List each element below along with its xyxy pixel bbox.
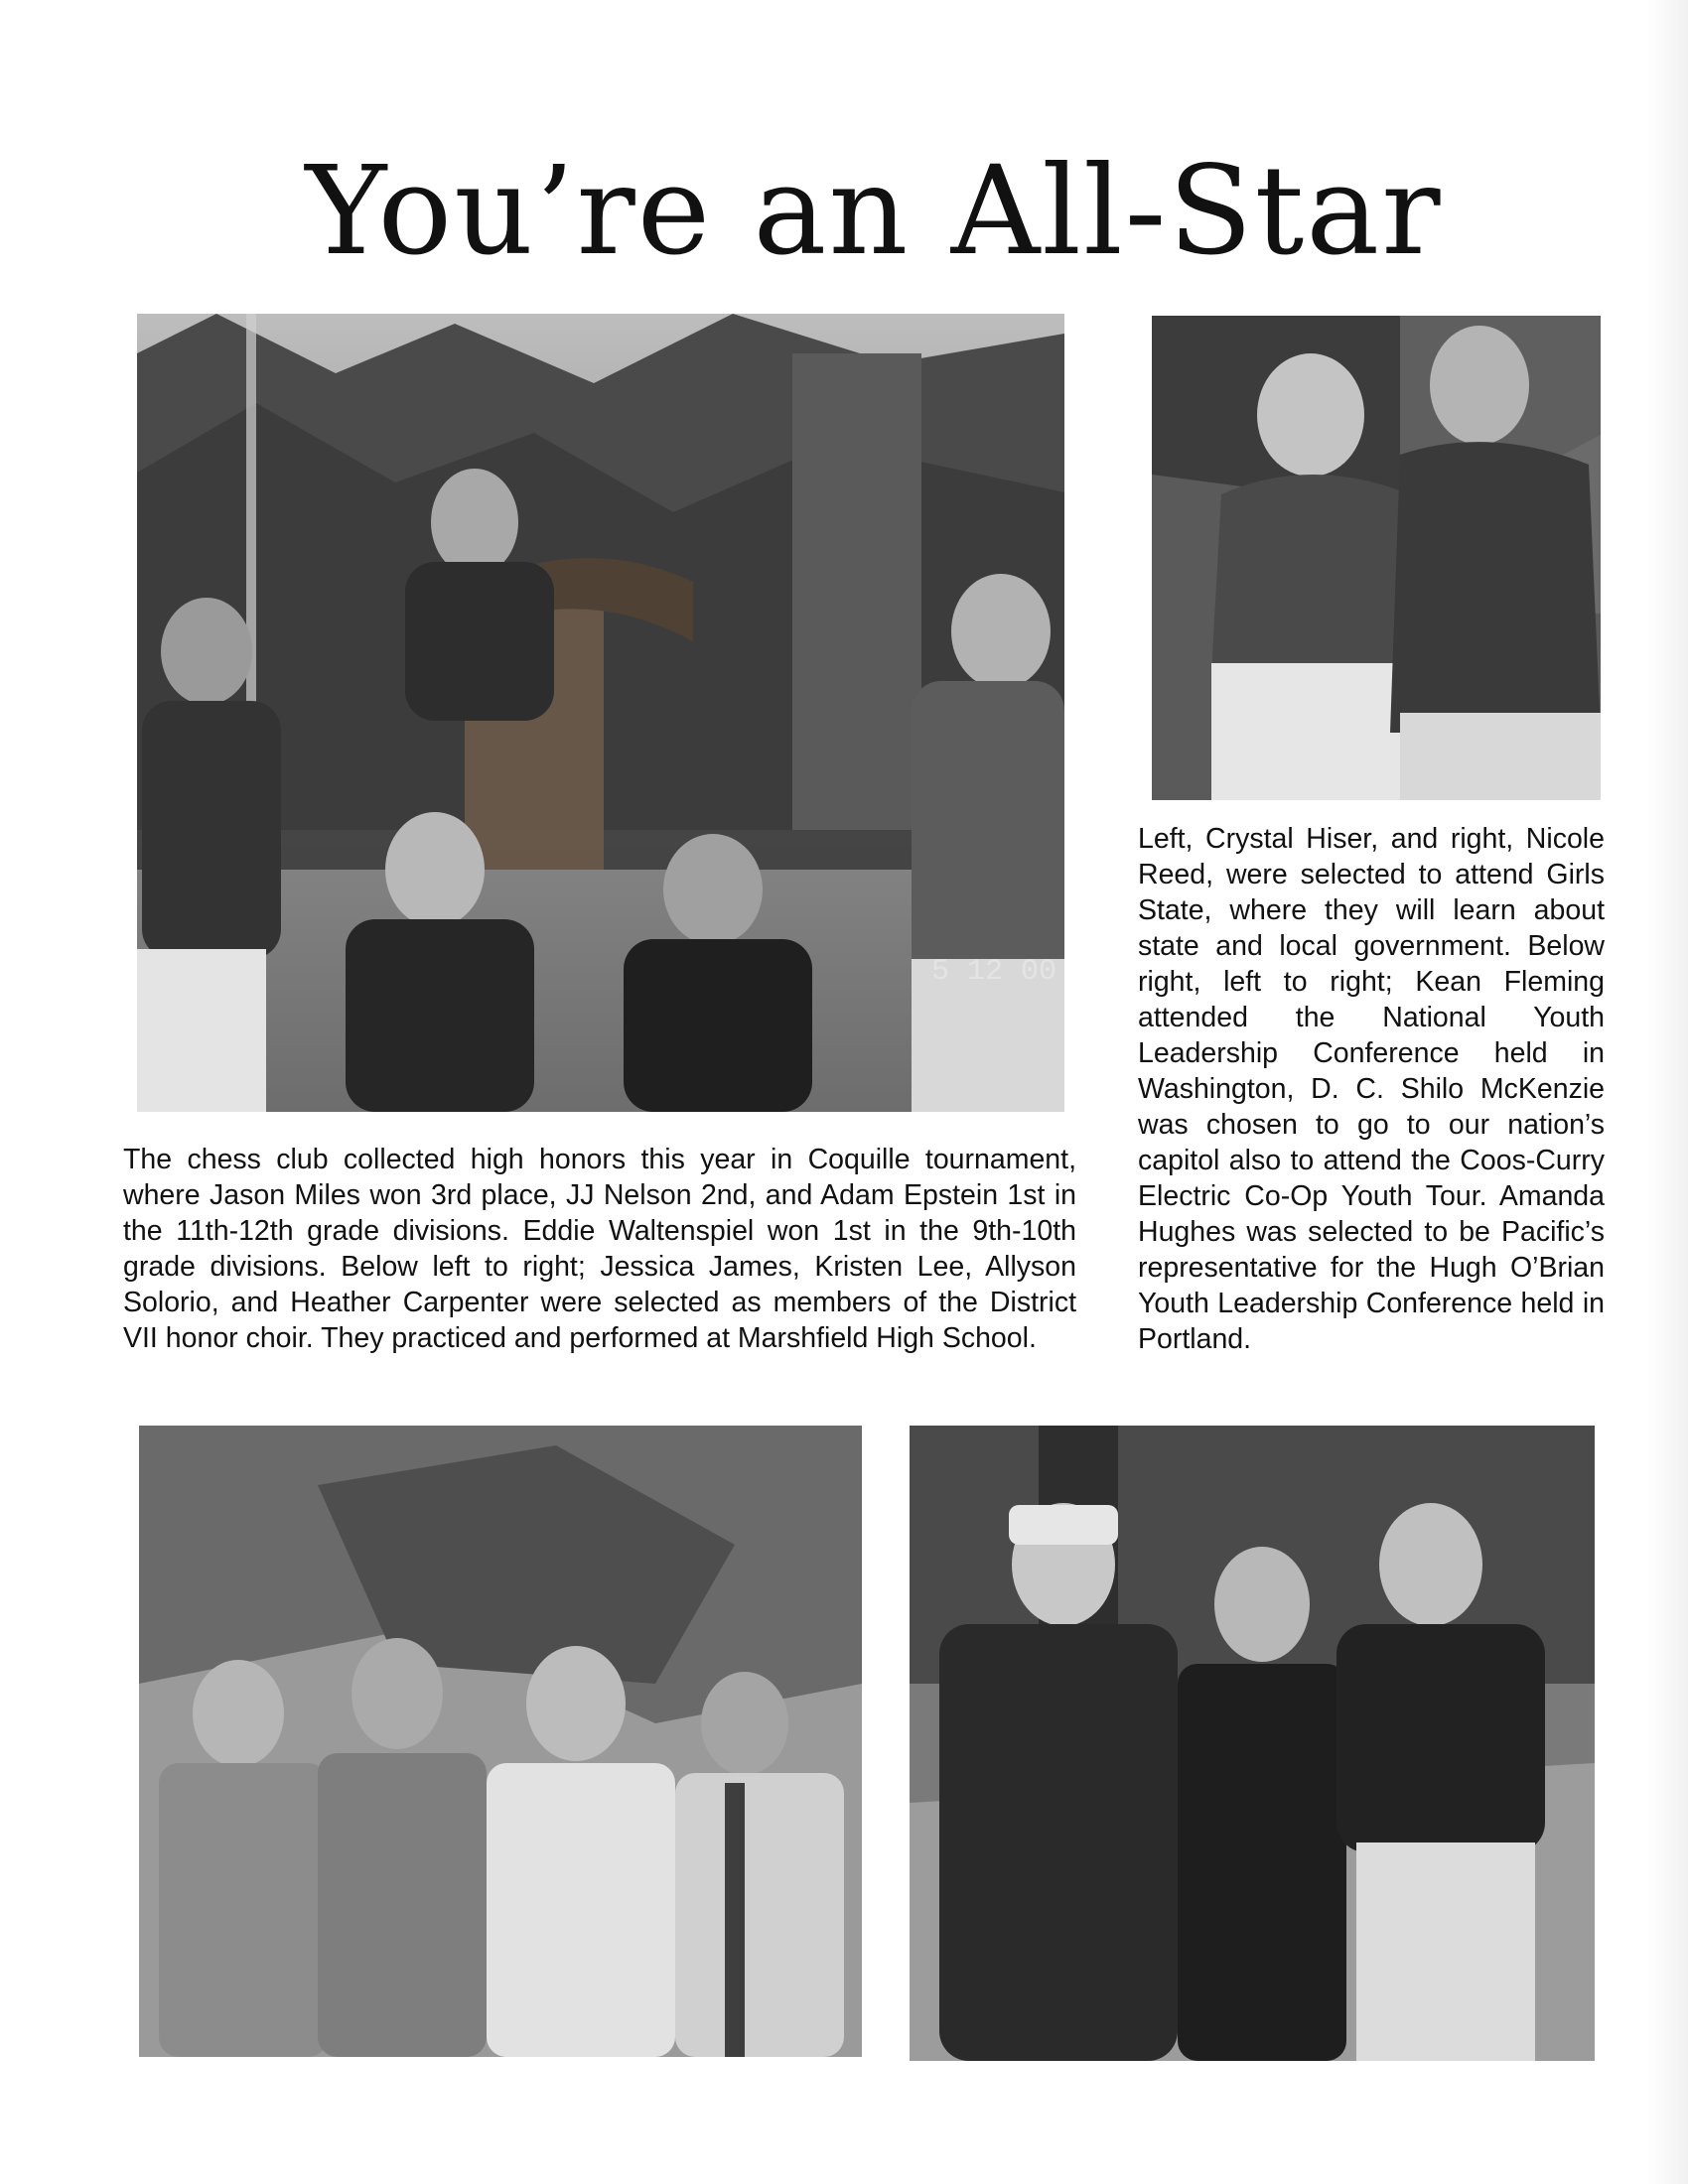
photo-date-stamp: 5 12 00: [931, 955, 1057, 989]
honor-choir-photo: [139, 1426, 862, 2057]
chess-club-photo-art: [137, 314, 1064, 1112]
chess-club-caption: The chess club collected high honors this year in Coquille tournament, where Jason Miles won 3rd place, JJ Nelson 2nd, and Adam Epstein 1st in the 11th-12th grade divisions. Eddie Waltenspiel won 1st in the 9th-10th grade divisions. Below left to right; Jessica James, Kristen Lee, Allyson Solorio, and Heather Carpenter were selected as members of the District VII honor choir. They practiced and performed at Marshfield High School.: [123, 1144, 1076, 1354]
honor-choir-photo-art: [139, 1426, 862, 2057]
girls-state-photo-art: [1152, 316, 1601, 800]
youth-leadership-photo: [910, 1426, 1595, 2061]
girls-state-photo: [1152, 316, 1601, 800]
page-edge-shadow: [1646, 0, 1688, 2184]
youth-leadership-photo-art: [910, 1426, 1595, 2061]
page-title: You’re an All-Star: [305, 140, 1443, 283]
girls-state-caption: Left, Crystal Hiser, and right, Nicole Reed, were selected to attend Girls State, where they will learn about state and local government. Below right, left to right; Kean Fleming attended the National Youth Leadership Conference held in Washington, D. C. Shilo McKenzie was chosen to go to our nation’s capitol also to attend the Coos-Curry Electric Co-Op Youth Tour. Amanda Hughes was selected to be Pacific’s representative for the Hugh O’Brian Youth Leadership Conference held in Portland.: [1138, 823, 1605, 1355]
chess-club-photo: [137, 314, 1064, 1112]
